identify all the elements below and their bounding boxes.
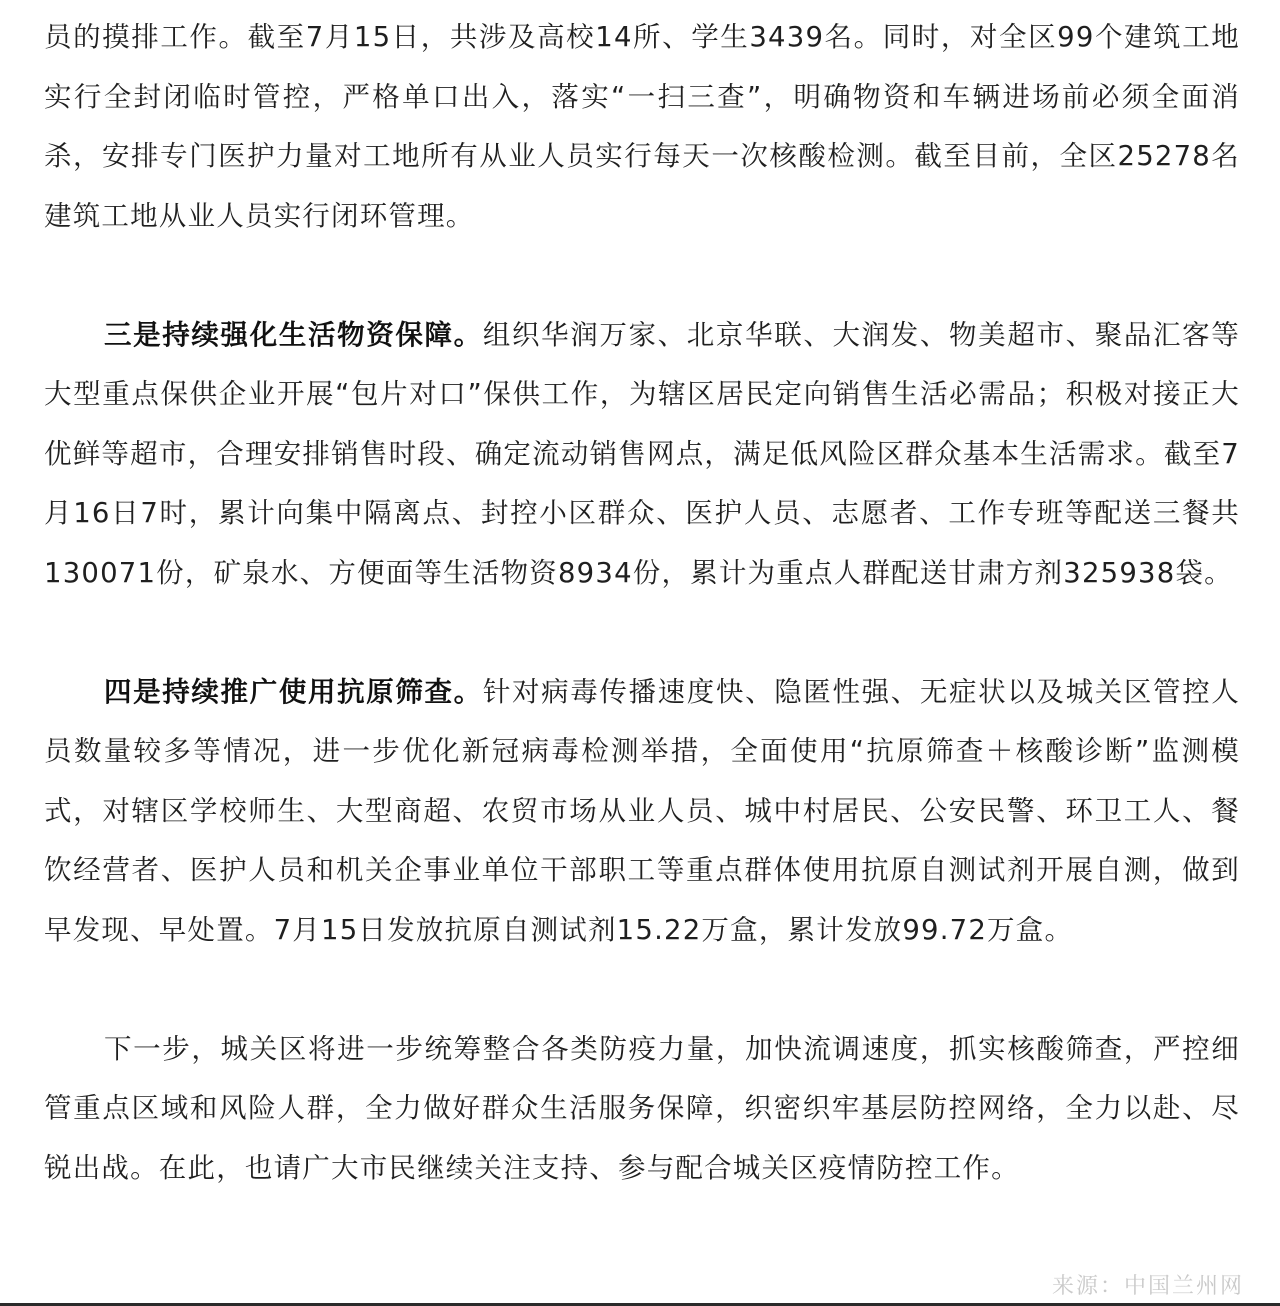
paragraph-antigen-heading: 四是持续推广使用抗原筛查。	[104, 675, 483, 708]
paragraph-antigen	[44, 663, 1240, 961]
paragraph-investigation: 员的摸排工作。截至7月15日，共涉及高校14所、学生3439名。同时，对全区99个建筑工地实行全封闭临时管控，严格单口出入，落实“一扫三查”，明确物资和车辆进场前必须全面消杀，安排专门医护力量对工地所有从业人员实行每天一次核酸检测。截至目前，全区25278名建筑工地从业人员实行闭环管理。	[44, 21, 1240, 232]
paragraph-supplies	[44, 306, 1240, 604]
paragraph-gap	[44, 246, 1240, 306]
paragraph-supplies-body: 组织华润万家、北京华联、大润发、物美超市、聚品汇客等大型重点保供企业开展“包片对口”保供工作，为辖区居民定向销售生活必需品；积极对接正大优鲜等超市，合理安排销售时段、确定流动销售网点，满足低风险区群众基本生活需求。截至7月16日7时，累计向集中隔离点、封控小区群众、医护人员、志愿者、工作专班等配送三餐共130071份，矿泉水、方便面等生活物资8934份，累计为重点人群配送甘肃方剂325938袋。	[44, 318, 1240, 589]
paragraph-gap	[44, 603, 1240, 663]
paragraph-supplies-heading: 三是持续强化生活物资保障。	[104, 318, 483, 351]
article-body	[44, 8, 1240, 1198]
paragraph-gap	[44, 960, 1240, 1020]
source-watermark: 来源：中国兰州网	[1051, 1274, 1244, 1299]
paragraph-antigen-body: 针对病毒传播速度快、隐匿性强、无症状以及城关区管控人员数量较多等情况，进一步优化新冠病毒检测举措，全面使用“抗原筛查＋核酸诊断”监测模式，对辖区学校师生、大型商超、农贸市场从业人员、城中村居民、公安民警、环卫工人、餐饮经营者、医护人员和机关企事业单位干部职工等重点群体使用抗原自测试剂开展自测，做到早发现、早处置。7月15日发放抗原自测试剂15.22万盒，累计发放99.72万盒。	[44, 675, 1240, 946]
paragraph-next-steps: 下一步，城关区将进一步统筹整合各类防疫力量，加快流调速度，抓实核酸筛查，严控细管重点区域和风险人群，全力做好群众生活服务保障，织密织牢基层防控网络，全力以赴、尽锐出战。在此，也请广大市民继续关注支持、参与配合城关区疫情防控工作。	[44, 1032, 1240, 1184]
